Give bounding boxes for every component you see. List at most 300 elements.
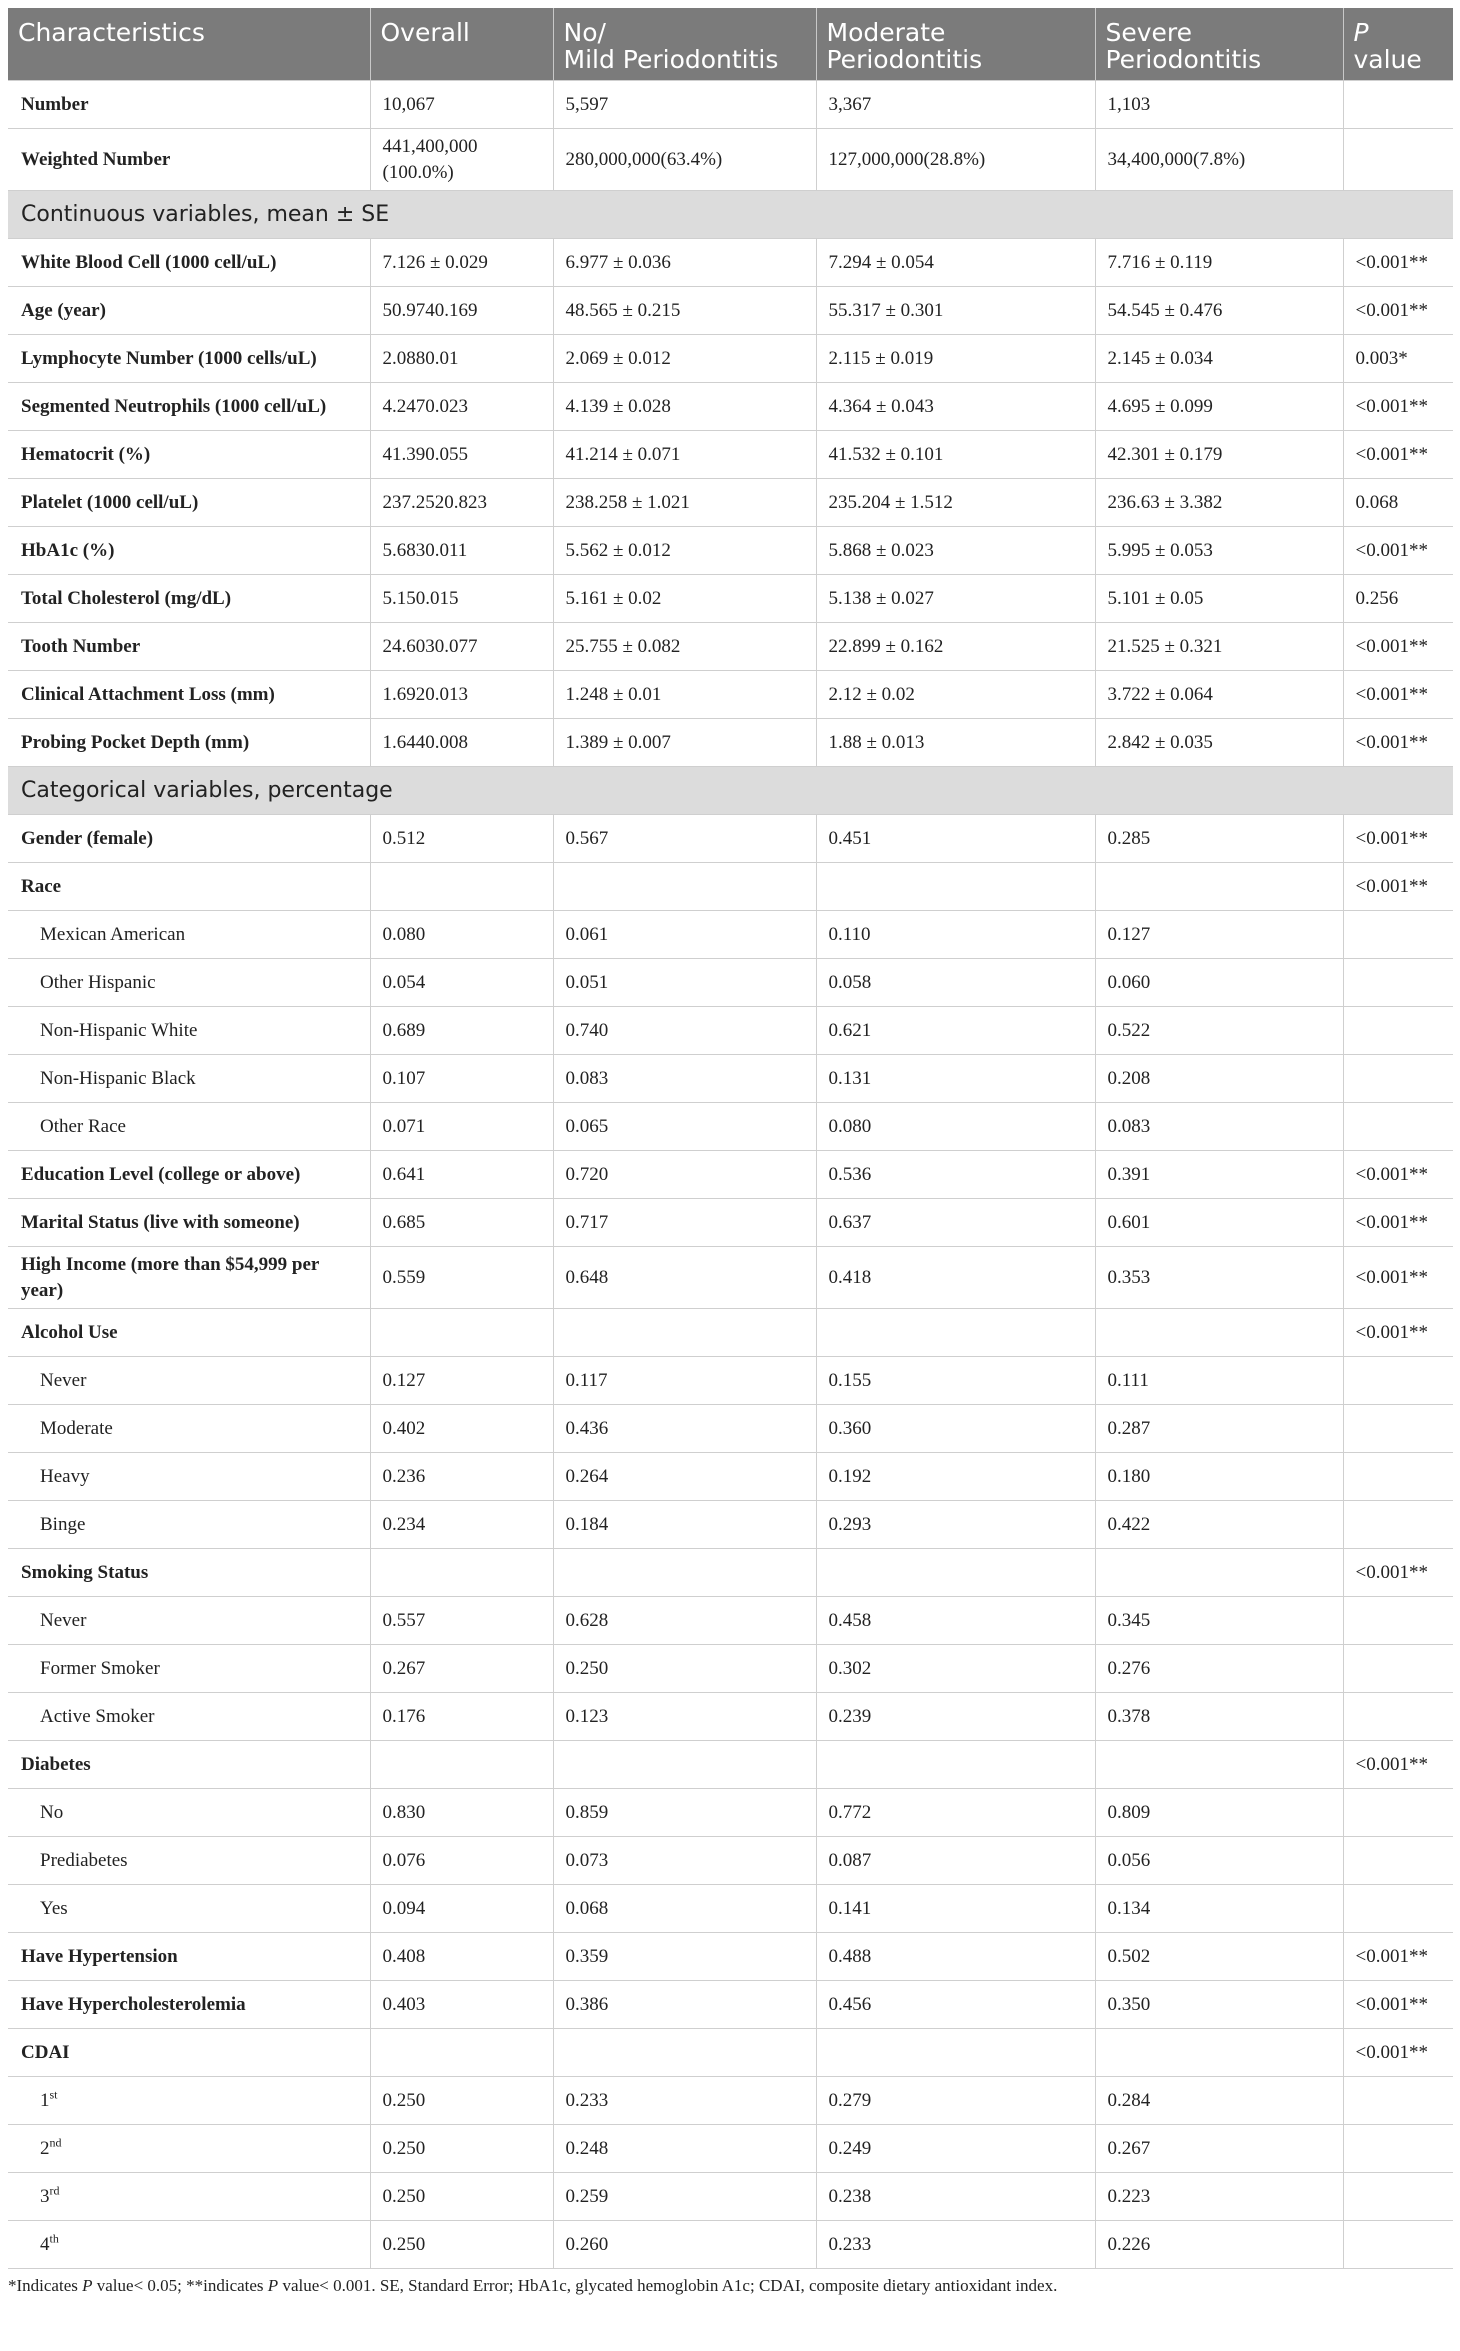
cell-no-mild: 5,597 xyxy=(553,81,816,129)
row-label xyxy=(8,911,370,959)
row-label-text: Probing Pocket Depth (mm) xyxy=(21,731,250,753)
section-header-row xyxy=(8,191,1453,239)
cell-overall: 0.094 xyxy=(370,1885,553,1933)
cell-no-mild xyxy=(553,1549,816,1597)
table-row xyxy=(8,479,1453,527)
row-label xyxy=(8,1151,370,1199)
table-row xyxy=(8,1693,1453,1741)
ordinal-suffix: th xyxy=(49,2231,59,2246)
cell-p-value xyxy=(1343,1357,1453,1405)
row-label-text: Never xyxy=(40,1369,87,1391)
cell-moderate: 0.233 xyxy=(816,2221,1095,2269)
cell-p-value xyxy=(1343,2125,1453,2173)
table-row xyxy=(8,1247,1453,1309)
cell-no-mild: 5.161 ± 0.02 xyxy=(553,575,816,623)
cell-overall: 0.559 xyxy=(370,1247,553,1309)
cell-no-mild: 0.859 xyxy=(553,1789,816,1837)
header-no-mild: No/ Mild Periodontitis xyxy=(553,8,816,81)
cell-overall: 41.390.055 xyxy=(370,431,553,479)
table-row xyxy=(8,815,1453,863)
row-label-text: Race xyxy=(21,875,62,897)
cell-no-mild: 5.562 ± 0.012 xyxy=(553,527,816,575)
row-label-text: Active Smoker xyxy=(40,1705,155,1727)
cell-p-value: <0.001** xyxy=(1343,815,1453,863)
row-label-text: Age (year) xyxy=(21,299,106,321)
row-label xyxy=(8,1309,370,1357)
cell-moderate: 0.637 xyxy=(816,1199,1095,1247)
cell-moderate: 0.772 xyxy=(816,1789,1095,1837)
cell-severe: 0.056 xyxy=(1095,1837,1343,1885)
cell-overall: 1.6440.008 xyxy=(370,719,553,767)
row-label-text: Total Cholesterol (mg/dL) xyxy=(21,587,232,609)
row-label-text: White Blood Cell (1000 cell/uL) xyxy=(21,251,277,273)
cell-no-mild: 0.248 xyxy=(553,2125,816,2173)
cell-moderate: 4.364 ± 0.043 xyxy=(816,383,1095,431)
cell-overall: 0.250 xyxy=(370,2077,553,2125)
cell-no-mild: 0.264 xyxy=(553,1453,816,1501)
cell-moderate: 0.155 xyxy=(816,1357,1095,1405)
row-label-text: Platelet (1000 cell/uL) xyxy=(21,491,199,513)
table-row xyxy=(8,863,1453,911)
row-label xyxy=(8,2125,370,2173)
row-label-text: Clinical Attachment Loss (mm) xyxy=(21,683,275,705)
cell-p-value xyxy=(1343,959,1453,1007)
table-row xyxy=(8,2173,1453,2221)
table-row xyxy=(8,1405,1453,1453)
row-label-text: Moderate xyxy=(40,1417,113,1439)
row-label xyxy=(8,1981,370,2029)
characteristics-table xyxy=(8,8,1453,2269)
table-row xyxy=(8,81,1453,129)
cell-severe: 0.422 xyxy=(1095,1501,1343,1549)
cell-p-value xyxy=(1343,2221,1453,2269)
row-label-text: Education Level (college or above) xyxy=(21,1163,301,1185)
cell-severe: 236.63 ± 3.382 xyxy=(1095,479,1343,527)
cell-p-value: <0.001** xyxy=(1343,623,1453,671)
cell-moderate: 0.058 xyxy=(816,959,1095,1007)
cell-overall: 0.408 xyxy=(370,1933,553,1981)
cell-severe: 0.111 xyxy=(1095,1357,1343,1405)
row-label xyxy=(8,1549,370,1597)
row-label xyxy=(8,2029,370,2077)
row-label-text: HbA1c (%) xyxy=(21,539,115,561)
cell-p-value: <0.001** xyxy=(1343,719,1453,767)
cell-overall: 0.403 xyxy=(370,1981,553,2029)
table-row xyxy=(8,1549,1453,1597)
cell-p-value xyxy=(1343,911,1453,959)
cell-moderate: 0.293 xyxy=(816,1501,1095,1549)
cell-severe: 0.226 xyxy=(1095,2221,1343,2269)
cell-p-value xyxy=(1343,1837,1453,1885)
cell-severe: 54.545 ± 0.476 xyxy=(1095,287,1343,335)
row-label-text: Other Race xyxy=(40,1115,126,1137)
cell-overall: 0.107 xyxy=(370,1055,553,1103)
cell-moderate: 0.418 xyxy=(816,1247,1095,1309)
table-row xyxy=(8,1885,1453,1933)
cell-p-value xyxy=(1343,1645,1453,1693)
cell-severe: 0.502 xyxy=(1095,1933,1343,1981)
cell-no-mild: 0.720 xyxy=(553,1151,816,1199)
cell-overall: 7.126 ± 0.029 xyxy=(370,239,553,287)
cell-p-value: 0.068 xyxy=(1343,479,1453,527)
row-label xyxy=(8,671,370,719)
cell-no-mild: 1.389 ± 0.007 xyxy=(553,719,816,767)
cell-overall: 0.685 xyxy=(370,1199,553,1247)
row-label xyxy=(8,335,370,383)
row-label xyxy=(8,623,370,671)
table-row xyxy=(8,959,1453,1007)
cell-overall: 0.071 xyxy=(370,1103,553,1151)
header-characteristics: Characteristics xyxy=(8,8,370,81)
row-label-text: No xyxy=(40,1801,64,1823)
header-overall: Overall xyxy=(370,8,553,81)
cell-severe: 0.083 xyxy=(1095,1103,1343,1151)
cell-p-value xyxy=(1343,1885,1453,1933)
row-label-text: Have Hypertension xyxy=(21,1945,178,1967)
table-row xyxy=(8,2077,1453,2125)
cell-severe: 0.350 xyxy=(1095,1981,1343,2029)
cell-no-mild: 0.628 xyxy=(553,1597,816,1645)
cell-p-value: <0.001** xyxy=(1343,1199,1453,1247)
row-label xyxy=(8,431,370,479)
cell-p-value xyxy=(1343,2077,1453,2125)
cell-overall: 24.6030.077 xyxy=(370,623,553,671)
cell-no-mild: 41.214 ± 0.071 xyxy=(553,431,816,479)
section-label: Categorical variables, percentage xyxy=(8,767,1453,815)
row-label-text: Have Hypercholesterolemia xyxy=(21,1993,246,2015)
cell-no-mild xyxy=(553,863,816,911)
cell-p-value: 0.003* xyxy=(1343,335,1453,383)
cell-severe: 0.284 xyxy=(1095,2077,1343,2125)
cell-severe xyxy=(1095,1549,1343,1597)
cell-overall: 0.402 xyxy=(370,1405,553,1453)
cell-moderate: 0.279 xyxy=(816,2077,1095,2125)
cell-no-mild: 6.977 ± 0.036 xyxy=(553,239,816,287)
cell-moderate: 0.080 xyxy=(816,1103,1095,1151)
cell-no-mild: 0.386 xyxy=(553,1981,816,2029)
table-row xyxy=(8,911,1453,959)
row-label xyxy=(8,1103,370,1151)
row-label-text: 1 xyxy=(40,2089,50,2111)
cell-no-mild: 0.061 xyxy=(553,911,816,959)
cell-severe: 7.716 ± 0.119 xyxy=(1095,239,1343,287)
cell-overall: 4.2470.023 xyxy=(370,383,553,431)
cell-severe: 2.842 ± 0.035 xyxy=(1095,719,1343,767)
cell-p-value: <0.001** xyxy=(1343,863,1453,911)
cell-overall: 0.557 xyxy=(370,1597,553,1645)
table-row xyxy=(8,1309,1453,1357)
cell-p-value xyxy=(1343,1103,1453,1151)
cell-no-mild xyxy=(553,1741,816,1789)
cell-no-mild: 0.259 xyxy=(553,2173,816,2221)
row-label-text: Hematocrit (%) xyxy=(21,443,151,465)
row-label-text: CDAI xyxy=(21,2041,70,2063)
row-label xyxy=(8,1597,370,1645)
row-label-text: Prediabetes xyxy=(40,1849,128,1871)
cell-severe: 0.276 xyxy=(1095,1645,1343,1693)
row-label-text: High Income (more than $54,999 per year) xyxy=(21,1253,320,1301)
cell-p-value xyxy=(1343,1055,1453,1103)
cell-p-value: <0.001** xyxy=(1343,1933,1453,1981)
cell-p-value: <0.001** xyxy=(1343,1309,1453,1357)
cell-moderate: 2.115 ± 0.019 xyxy=(816,335,1095,383)
table-row xyxy=(8,1597,1453,1645)
cell-moderate: 235.204 ± 1.512 xyxy=(816,479,1095,527)
row-label xyxy=(8,239,370,287)
cell-p-value: <0.001** xyxy=(1343,239,1453,287)
cell-moderate: 0.131 xyxy=(816,1055,1095,1103)
cell-no-mild: 0.740 xyxy=(553,1007,816,1055)
row-label-text: Yes xyxy=(40,1897,68,1919)
cell-no-mild: 0.648 xyxy=(553,1247,816,1309)
cell-severe: 0.223 xyxy=(1095,2173,1343,2221)
row-label xyxy=(8,1357,370,1405)
table-row xyxy=(8,1453,1453,1501)
cell-overall xyxy=(370,1741,553,1789)
row-label-text: Binge xyxy=(40,1513,86,1535)
row-label-text: Diabetes xyxy=(21,1753,91,1775)
cell-severe: 0.180 xyxy=(1095,1453,1343,1501)
table-row xyxy=(8,1151,1453,1199)
table-row xyxy=(8,1007,1453,1055)
row-label-text: Lymphocyte Number (1000 cells/uL) xyxy=(21,347,317,369)
cell-p-value xyxy=(1343,1597,1453,1645)
cell-moderate xyxy=(816,1309,1095,1357)
row-label xyxy=(8,1055,370,1103)
cell-overall: 441,400,000 (100.0%) xyxy=(370,129,553,191)
row-label-text: Never xyxy=(40,1609,87,1631)
row-label-text: 3 xyxy=(40,2185,50,2207)
row-label xyxy=(8,527,370,575)
cell-overall: 237.2520.823 xyxy=(370,479,553,527)
cell-p-value: <0.001** xyxy=(1343,1741,1453,1789)
row-label xyxy=(8,1405,370,1453)
cell-no-mild: 0.567 xyxy=(553,815,816,863)
table-row xyxy=(8,239,1453,287)
cell-overall: 0.080 xyxy=(370,911,553,959)
cell-overall: 0.641 xyxy=(370,1151,553,1199)
cell-p-value: <0.001** xyxy=(1343,1151,1453,1199)
table-container xyxy=(8,8,1453,2296)
row-label-text: Former Smoker xyxy=(40,1657,160,1679)
cell-no-mild: 0.359 xyxy=(553,1933,816,1981)
cell-no-mild: 0.233 xyxy=(553,2077,816,2125)
cell-moderate xyxy=(816,2029,1095,2077)
row-label xyxy=(8,2221,370,2269)
table-row xyxy=(8,287,1453,335)
table-row xyxy=(8,575,1453,623)
row-label-text: Gender (female) xyxy=(21,827,154,849)
row-label-text: 4 xyxy=(40,2233,50,2255)
cell-moderate: 55.317 ± 0.301 xyxy=(816,287,1095,335)
row-label-text: Weighted Number xyxy=(21,148,171,170)
row-label xyxy=(8,1741,370,1789)
row-label-text: Non-Hispanic Black xyxy=(40,1067,196,1089)
table-row xyxy=(8,335,1453,383)
cell-overall: 1.6920.013 xyxy=(370,671,553,719)
cell-no-mild: 0.065 xyxy=(553,1103,816,1151)
section-header-row xyxy=(8,767,1453,815)
row-label-text: Number xyxy=(21,93,89,115)
cell-moderate: 0.110 xyxy=(816,911,1095,959)
row-label-text: Alcohol Use xyxy=(21,1321,118,1343)
row-label xyxy=(8,1501,370,1549)
table-row xyxy=(8,1837,1453,1885)
cell-severe: 0.127 xyxy=(1095,911,1343,959)
cell-severe xyxy=(1095,2029,1343,2077)
cell-moderate: 7.294 ± 0.054 xyxy=(816,239,1095,287)
cell-no-mild: 0.717 xyxy=(553,1199,816,1247)
table-row xyxy=(8,2029,1453,2077)
cell-overall: 5.150.015 xyxy=(370,575,553,623)
cell-severe: 0.287 xyxy=(1095,1405,1343,1453)
cell-no-mild xyxy=(553,1309,816,1357)
cell-overall: 0.176 xyxy=(370,1693,553,1741)
header-row xyxy=(8,8,1453,81)
table-row xyxy=(8,671,1453,719)
row-label xyxy=(8,575,370,623)
table-row xyxy=(8,1055,1453,1103)
row-label xyxy=(8,1453,370,1501)
cell-severe: 0.267 xyxy=(1095,2125,1343,2173)
cell-no-mild: 0.123 xyxy=(553,1693,816,1741)
row-label xyxy=(8,287,370,335)
cell-moderate: 0.536 xyxy=(816,1151,1095,1199)
cell-severe: 0.134 xyxy=(1095,1885,1343,1933)
cell-severe xyxy=(1095,863,1343,911)
cell-p-value xyxy=(1343,1453,1453,1501)
row-label-text: 2 xyxy=(40,2137,50,2159)
table-row xyxy=(8,383,1453,431)
table-row xyxy=(8,1357,1453,1405)
cell-p-value: <0.001** xyxy=(1343,383,1453,431)
cell-moderate: 0.451 xyxy=(816,815,1095,863)
cell-no-mild: 238.258 ± 1.021 xyxy=(553,479,816,527)
cell-moderate: 0.238 xyxy=(816,2173,1095,2221)
cell-moderate: 0.192 xyxy=(816,1453,1095,1501)
cell-p-value xyxy=(1343,1007,1453,1055)
row-label xyxy=(8,863,370,911)
cell-overall: 0.267 xyxy=(370,1645,553,1693)
row-label-text: Other Hispanic xyxy=(40,971,156,993)
cell-severe: 5.101 ± 0.05 xyxy=(1095,575,1343,623)
table-row xyxy=(8,1501,1453,1549)
cell-p-value: <0.001** xyxy=(1343,1549,1453,1597)
cell-moderate: 0.249 xyxy=(816,2125,1095,2173)
row-label xyxy=(8,1247,370,1309)
cell-moderate: 3,367 xyxy=(816,81,1095,129)
cell-moderate: 22.899 ± 0.162 xyxy=(816,623,1095,671)
cell-overall xyxy=(370,1309,553,1357)
cell-overall: 0.830 xyxy=(370,1789,553,1837)
cell-moderate: 1.88 ± 0.013 xyxy=(816,719,1095,767)
cell-overall xyxy=(370,1549,553,1597)
table-row xyxy=(8,2125,1453,2173)
cell-no-mild: 4.139 ± 0.028 xyxy=(553,383,816,431)
table-header xyxy=(8,8,1453,81)
cell-overall: 5.6830.011 xyxy=(370,527,553,575)
row-label xyxy=(8,1789,370,1837)
cell-moderate: 127,000,000(28.8%) xyxy=(816,129,1095,191)
cell-no-mild: 0.117 xyxy=(553,1357,816,1405)
cell-severe: 0.208 xyxy=(1095,1055,1343,1103)
row-label xyxy=(8,2173,370,2221)
cell-no-mild: 0.051 xyxy=(553,959,816,1007)
row-label xyxy=(8,1837,370,1885)
cell-severe: 0.353 xyxy=(1095,1247,1343,1309)
cell-overall: 0.512 xyxy=(370,815,553,863)
cell-overall: 0.234 xyxy=(370,1501,553,1549)
cell-severe: 42.301 ± 0.179 xyxy=(1095,431,1343,479)
ordinal-suffix: rd xyxy=(49,2183,60,2198)
cell-severe xyxy=(1095,1741,1343,1789)
cell-p-value xyxy=(1343,1693,1453,1741)
cell-p-value xyxy=(1343,1405,1453,1453)
row-label xyxy=(8,815,370,863)
cell-severe: 34,400,000(7.8%) xyxy=(1095,129,1343,191)
cell-moderate: 0.239 xyxy=(816,1693,1095,1741)
cell-overall: 2.0880.01 xyxy=(370,335,553,383)
cell-severe: 0.285 xyxy=(1095,815,1343,863)
cell-moderate: 0.458 xyxy=(816,1597,1095,1645)
row-label xyxy=(8,1885,370,1933)
table-row xyxy=(8,129,1453,191)
table-row xyxy=(8,2221,1453,2269)
cell-no-mild: 0.083 xyxy=(553,1055,816,1103)
cell-severe: 0.378 xyxy=(1095,1693,1343,1741)
cell-severe: 4.695 ± 0.099 xyxy=(1095,383,1343,431)
cell-severe: 2.145 ± 0.034 xyxy=(1095,335,1343,383)
row-label xyxy=(8,1645,370,1693)
row-label xyxy=(8,383,370,431)
row-label-text: Segmented Neutrophils (1000 cell/uL) xyxy=(21,395,327,417)
row-label-text: Non-Hispanic White xyxy=(40,1019,198,1041)
cell-severe: 0.060 xyxy=(1095,959,1343,1007)
cell-no-mild: 48.565 ± 0.215 xyxy=(553,287,816,335)
header-p-value: P value xyxy=(1343,8,1453,81)
cell-overall: 0.689 xyxy=(370,1007,553,1055)
cell-no-mild: 0.184 xyxy=(553,1501,816,1549)
cell-severe: 3.722 ± 0.064 xyxy=(1095,671,1343,719)
cell-p-value xyxy=(1343,81,1453,129)
cell-overall: 50.9740.169 xyxy=(370,287,553,335)
cell-p-value: <0.001** xyxy=(1343,287,1453,335)
row-label xyxy=(8,719,370,767)
cell-severe: 21.525 ± 0.321 xyxy=(1095,623,1343,671)
row-label xyxy=(8,1199,370,1247)
row-label-text: Heavy xyxy=(40,1465,90,1487)
table-row xyxy=(8,623,1453,671)
cell-no-mild: 2.069 ± 0.012 xyxy=(553,335,816,383)
cell-moderate: 0.302 xyxy=(816,1645,1095,1693)
table-row xyxy=(8,1933,1453,1981)
cell-overall: 0.054 xyxy=(370,959,553,1007)
cell-overall: 0.127 xyxy=(370,1357,553,1405)
row-label-text: Marital Status (live with someone) xyxy=(21,1211,300,1233)
footnote: *Indicates P value< 0.05; **indicates P value< 0.001. SE, Standard Error; HbA1c, glycated hemoglobin A1c; CDAI, composite dietary antioxidant index. xyxy=(8,2276,1058,2295)
cell-p-value: <0.001** xyxy=(1343,431,1453,479)
row-label xyxy=(8,959,370,1007)
cell-severe: 0.601 xyxy=(1095,1199,1343,1247)
row-label xyxy=(8,2077,370,2125)
cell-no-mild xyxy=(553,2029,816,2077)
cell-p-value: <0.001** xyxy=(1343,2029,1453,2077)
ordinal-suffix: nd xyxy=(49,2135,62,2150)
row-label-text: Smoking Status xyxy=(21,1561,149,1583)
cell-moderate: 0.360 xyxy=(816,1405,1095,1453)
cell-no-mild: 0.073 xyxy=(553,1837,816,1885)
cell-moderate: 0.488 xyxy=(816,1933,1095,1981)
